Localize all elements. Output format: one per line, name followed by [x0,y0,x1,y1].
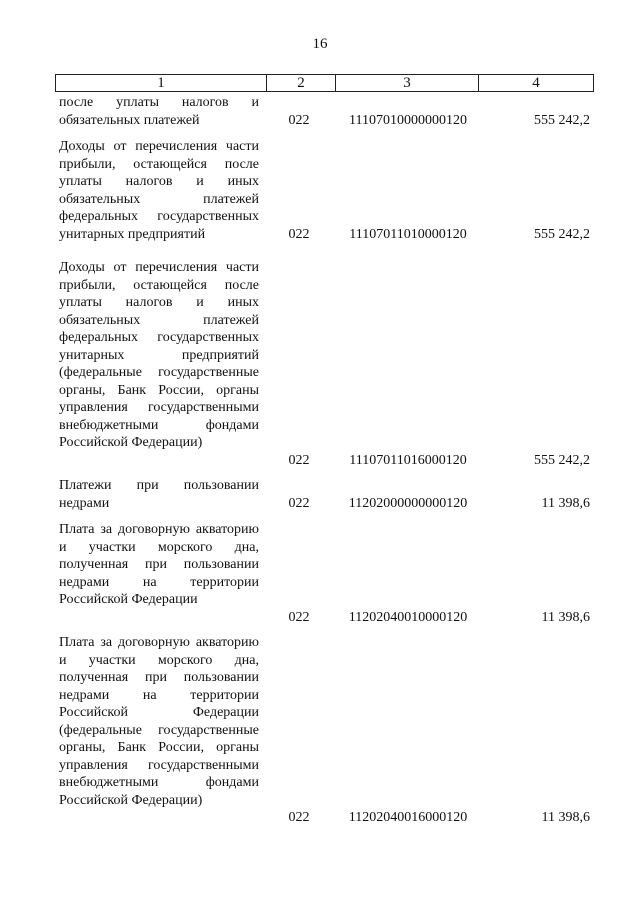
page-number: 16 [312,36,328,52]
table-body [0,94,640,825]
row-budget-code: 11202040016000120 [348,810,468,825]
row-amount: 11 398,6 [541,609,590,625]
row-amount: 11 398,6 [541,810,590,825]
row-admin-code: 022 [288,452,310,468]
row-description: Платежи при пользовании недрами [59,478,259,511]
header-col-1: 1 [56,75,267,91]
row-admin-code: 022 [288,810,310,825]
row-budget-code: 11202000000000120 [348,495,468,511]
row-amount: 555 242,2 [534,112,590,128]
table-header [55,74,594,92]
row-description: Плата за договорную акваторию и участки морского дна, полученная при пользовании недрами на территории Российской Федерации [59,522,259,607]
table-row [0,94,640,130]
row-amount: 555 242,2 [534,452,590,468]
table-row [0,634,640,826]
row-budget-code: 11202040010000120 [348,609,468,625]
header-col-2: 2 [267,75,336,91]
row-description: Доходы от перечисления части прибыли, остающейся после уплаты налогов и иных обязательных платежей федеральных государственных унитарных предприятий (федеральные государственные органы, Банк России, органы управления государственными внебюджетными фондами Российской Федерации) [59,260,259,450]
row-admin-code: 022 [288,609,310,625]
header-col-4: 4 [532,75,540,91]
table-row [0,477,640,513]
row-budget-code: 11107011016000120 [349,452,467,468]
row-amount: 11 398,6 [541,495,590,511]
header-col-3: 3 [336,75,479,91]
table-row [0,521,640,626]
row-admin-code: 022 [288,226,310,242]
row-description: после уплаты налогов и обязательных платежей [59,95,259,128]
row-description: Плата за договорную акваторию и участки морского дна, полученная при пользовании недрами на территории Российской Федерации (федеральные государственные органы, Банк России, органы управления государственными внебюджетными фондами Российской Федерации) [59,635,259,808]
row-budget-code: 11107010000000120 [349,112,467,128]
row-description: Доходы от перечисления части прибыли, остающейся после уплаты налогов и иных обязательных платежей федеральных государственных унитарных предприятий [59,139,259,242]
table-row [0,138,640,251]
row-admin-code: 022 [288,495,310,511]
table-row [0,259,640,469]
row-budget-code: 11107011010000120 [349,226,467,242]
row-admin-code: 022 [288,112,310,128]
row-amount: 555 242,2 [534,226,590,242]
